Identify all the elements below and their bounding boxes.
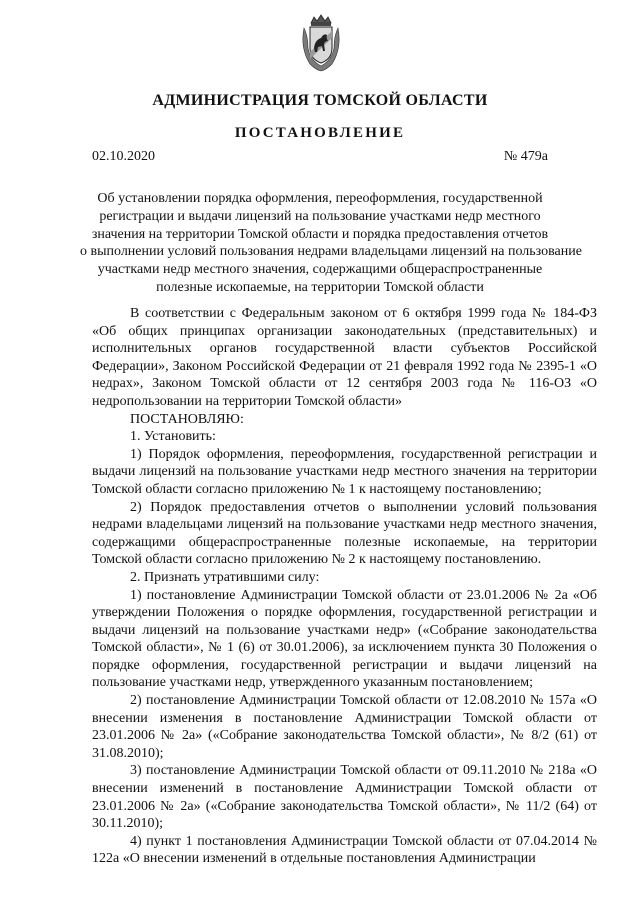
organization-name: АДМИНИСТРАЦИЯ ТОМСКОЙ ОБЛАСТИ: [152, 92, 488, 109]
document-number: № 479а: [503, 149, 548, 164]
title-line: участками недр местного значения, содержащими общераспространенные: [97, 262, 543, 278]
clause-2-sub-4: 4) пункт 1 постановления Администрации Томской области от 07.04.2014 № 122а «О внесении изменений в отдельные постановления Администрации: [92, 833, 597, 867]
document-date: 02.10.2020: [92, 149, 155, 164]
document-body: [92, 305, 597, 868]
title-line: значения на территории Томской области и порядка предоставления отчетов: [91, 226, 549, 242]
document-title: [80, 190, 582, 297]
title-line: Об установлении порядка оформления, переоформления, государственной: [97, 191, 543, 206]
title-line: о выполнении условий пользования недрами владельцами лицензий на пользование: [80, 244, 582, 260]
clause-2-sub-1: 1) постановление Администрации Томской области от 23.01.2006 № 2а «Об утверждении Положения о порядке оформления, государственной регистрации и выдачи лицензий на пользование участками недр» («Собрание законодательства Томской области», № 1 (6) от 30.01.2006), за исключением пункта 30 Положения о порядке оформления, государственной регистрации и выдачи лицензий на пользование участками недр, утвержденного указанным постановлением;: [92, 587, 597, 691]
resolve-heading: ПОСТАНОВЛЯЮ:: [130, 411, 244, 427]
clause-1-sub-1: 1) Порядок оформления, переоформления, государственной регистрации и выдачи лицензий на пользование участками недр местного значения на территории Томской области согласно приложению № 1 к настоящему постановлению;: [92, 446, 597, 497]
title-line: полезные ископаемые, на территории Томской области: [156, 279, 484, 295]
clause-2-sub-2: 2) постановление Администрации Томской области от 12.08.2010 № 157а «О внесении изменения в постановление Администрации Томской области от 23.01.2006 № 2а» («Собрание законодательства Томской области», № 8/2 (61) от 31.08.2010);: [92, 693, 597, 761]
document-type: ПОСТАНОВЛЕНИЕ: [234, 125, 406, 141]
preamble-paragraph: В соответствии с Федеральным законом от 6 октября 1999 года № 184-ФЗ «Об общих принципах организации законодательных (представительных) и исполнительных органов государственной власти субъектов Российской Федерации», Законом Российской Федерации от 21 февраля 1992 года № 2395-1 «О недрах», Законом Томской области от 12 сентября 2003 года № 116-ОЗ «О недропользовании на территории Томской области»: [92, 306, 597, 409]
clause-1-sub-2: 2) Порядок предоставления отчетов о выполнении условий пользования недрами владельцами лицензий на пользование участками недр местного значения, содержащими общераспространенные полезные ископаемые, на территории Томской области согласно приложению № 2 к настоящему постановлению.: [92, 499, 597, 568]
clause-2-sub-3: 3) постановление Администрации Томской области от 09.11.2010 № 218а «О внесении изменений в постановление Администрации Томской области от 23.01.2006 № 2а» («Собрание законодательства Томской области», № 11/2 (64) от 30.11.2010);: [92, 763, 597, 832]
title-line: регистрации и выдачи лицензий на пользование участками недр местного: [99, 208, 541, 224]
clause-2: 2. Признать утратившими силу:: [130, 569, 320, 585]
clause-1: 1. Установить:: [130, 429, 216, 445]
tomsk-region-coat-of-arms-icon: [300, 14, 342, 72]
